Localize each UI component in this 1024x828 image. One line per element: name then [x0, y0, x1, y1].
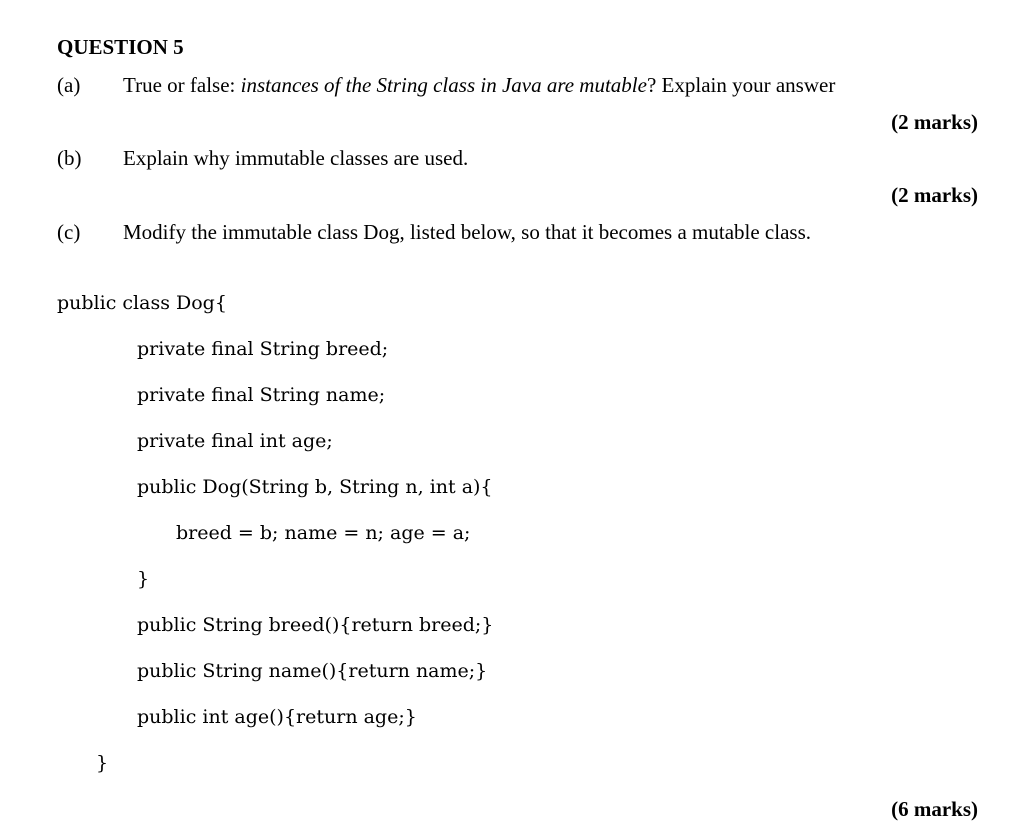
part-a-label: (a) — [57, 73, 81, 97]
code-line: breed = b; name = n; age = a; — [176, 522, 471, 544]
code-line: public String breed(){return breed;} — [137, 614, 494, 636]
code-line: private final int age; — [137, 430, 333, 452]
part-b-label: (b) — [57, 146, 82, 170]
part-c-marks: (6 marks) — [891, 797, 978, 821]
code-line: } — [96, 752, 109, 774]
part-c-text: Modify the immutable class Dog, listed below, so that it becomes a mutable class. — [123, 220, 811, 244]
question-title: QUESTION 5 — [57, 35, 184, 59]
code-line: public class Dog{ — [57, 292, 227, 314]
part-c-label: (c) — [57, 220, 81, 244]
part-a-text-italic: instances of the String class in Java are mutable — [240, 73, 647, 97]
code-line: private final String name; — [137, 384, 386, 406]
part-b-text: Explain why immutable classes are used. — [123, 146, 469, 170]
code-line: public Dog(String b, String n, int a){ — [137, 476, 493, 498]
part-a-text-start: True or false: — [123, 73, 241, 97]
part-a-text — [123, 75, 835, 96]
code-line: public int age(){return age;} — [137, 706, 417, 728]
code-line: private final String breed; — [137, 338, 389, 360]
part-a-marks: (2 marks) — [891, 110, 978, 134]
code-line: public String name(){return name;} — [137, 660, 488, 682]
code-line: } — [137, 568, 150, 590]
part-b-marks: (2 marks) — [891, 183, 978, 207]
part-a-text-end: ? Explain your answer — [646, 73, 836, 97]
